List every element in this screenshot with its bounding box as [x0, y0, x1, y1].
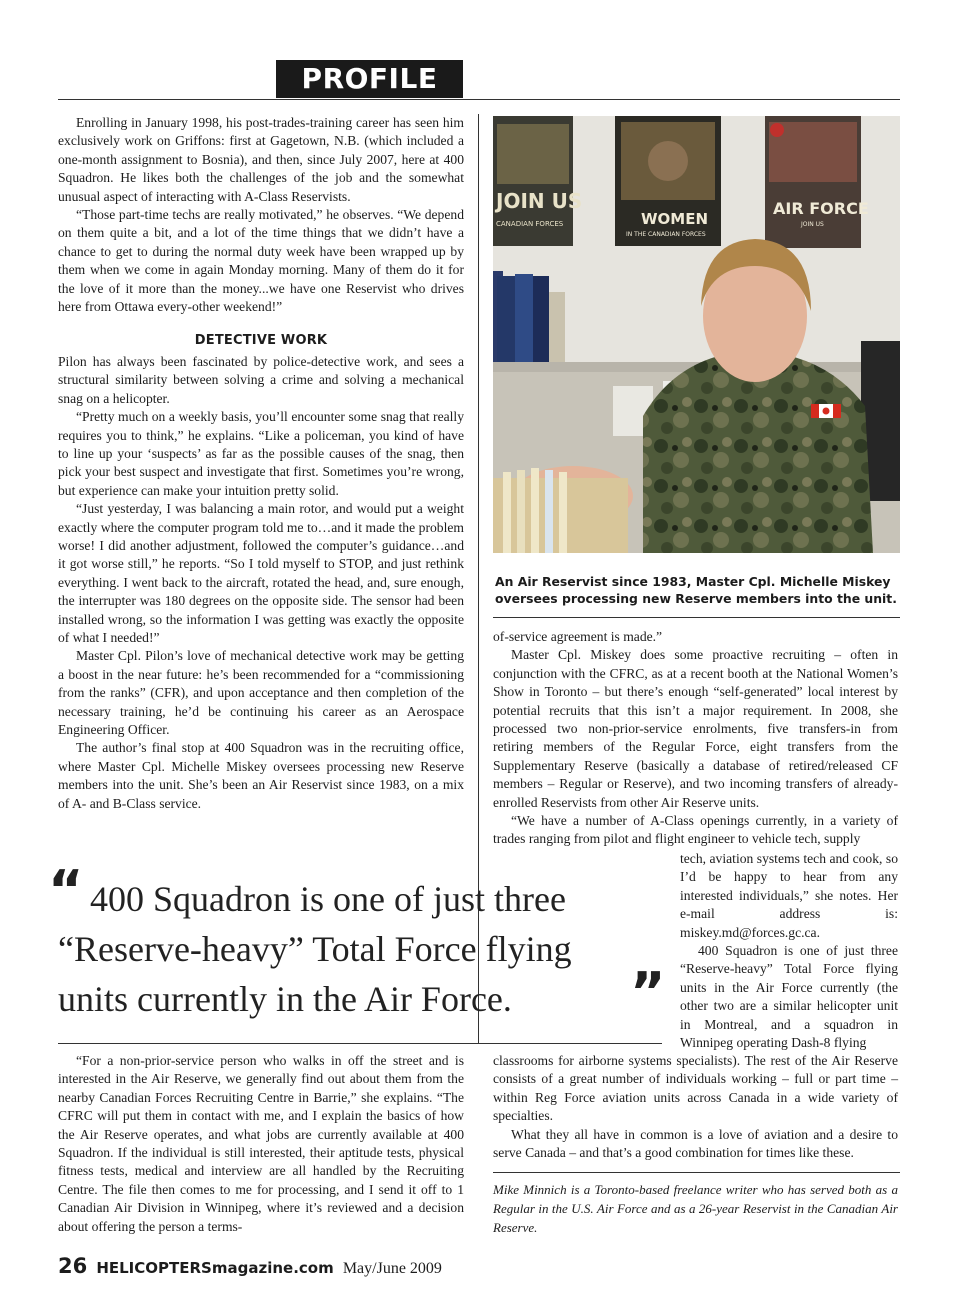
page-number: 26: [58, 1254, 88, 1278]
poster-women: [615, 116, 721, 246]
pull-quote-line: units currently in the Air Force.: [58, 979, 512, 1019]
poster-air-force: [765, 116, 869, 248]
photo-caption: An Air Reservist since 1983, Master Cpl. Michelle Miskey oversees processing new Reserve members into the unit.: [495, 574, 897, 606]
pull-quote: [48, 859, 668, 1034]
svg-text:AIR FORCE: AIR FORCE: [773, 199, 869, 218]
author-bio: Mike Minnich is a Toronto-based freelance writer who has served both as a Regular in the U.S. Air Force and as a 26-year Reservist in the Canadian Air Reserve.: [493, 1182, 898, 1235]
paragraph: of-service agreement is made.”: [493, 629, 663, 644]
file-folders: [493, 468, 628, 553]
paragraph: “For a non-prior-service person who walks in off the street and is interested in the Air Reserve, we generally find out about them from the nearby Canadian Forces Recruiting Centre in Barrie,” she explains. “The CFRC will put them in contact with me, and I explain the basics of how the Air Reserve operates, and what jobs are currently available at 400 Squadron. If the individual is still interested, their aptitude tests, physical fitness tests, medical and interview are all handled by the Recruiting Centre. The file then comes to me for processing, and I send it off to 1 Canadian Air Division in Winnipeg, where it’s reviewed and a decision about offering the person a terms-: [58, 1053, 464, 1234]
photo: [493, 116, 900, 553]
column-right-narrow: [680, 850, 898, 1052]
pull-quote-line: 400 Squadron is one of just three: [90, 879, 566, 919]
column-right-bottom: [493, 1052, 898, 1162]
paragraph: “Those part-time techs are really motivated,” he observes. “We depend on them quite a bit, and a lot of the time things that we didn’t have a chance to get to during the normal duty week have been wrapped up by them when we come in again Monday morning. Many of them do it for the love of it more than the money...we have one Reservist who drives here from Ottawa every-other weekend!”: [58, 207, 464, 315]
paragraph: Master Cpl. Miskey does some proactive recruiting – often in conjunction with the CFRC, as at a recent booth at the National Women’s Show in Toronto – but there’s enough “self-generated” local interest by potential recruits that this isn’t a major requirement. In 2008, she processed two non-prior-service enrolments, five transfers-in from retiring members of the Regular Force, eight transfers from the Supplementary Reserve (basically a database of retired/released CF members – Regular or Reserve), and two incoming transfers of already-enrolled Reservists from other Air Reserve units.: [493, 647, 898, 810]
paragraph: “We have a number of A-Class openings currently, in a variety of trades ranging from pilot and flight engineer to vehicle tech, supply: [493, 813, 898, 847]
photo-illustration: [493, 116, 900, 553]
column-right-top: [493, 628, 898, 849]
paragraph: The author’s final stop at 400 Squadron was in the recruiting office, where Master Cpl. Michelle Miskey oversees processing new Reserve members into the unit. She’s been an Air Reservist since 1983, on a mix of A- and B-Class service.: [58, 740, 464, 811]
subhead-detective-work: DETECTIVE WORK: [194, 333, 328, 349]
close-quote-mark: ”: [630, 961, 666, 1024]
footer: [58, 1254, 442, 1278]
paragraph: tech, aviation systems tech and cook, so I’d be happy to hear from any interested individuals,” she notes. Her e-mail address is: miskey.md@forces.gc.ca.: [680, 851, 898, 940]
pull-quote-line: “Reserve-heavy” Total Force flying: [58, 929, 572, 969]
paragraph: classrooms for airborne systems specialists). The rest of the Air Reserve consists of a great number of individuals working – full or part time – within Reg Force aviation units across Canada in a wide variety of specialties.: [493, 1053, 898, 1124]
paragraph: “Just yesterday, I was balancing a main rotor, and would put a weight exactly where the computer program told me to…and it made the problem worse! I did another adjustment, followed the computer’s guidance…and it got worse still,” he reports. “So I told myself to STOP, and just rethink everything. I went back to the aircraft, rotated the head, and, sure enough, the interrupter was 180 degrees on the opposite side. The sensor had been installed wrong, so the information I was getting was exactly the opposite of what I needed!”: [58, 501, 464, 645]
column-left-bottom: [58, 1052, 464, 1236]
pull-quote-rule: [58, 1043, 662, 1044]
section-label: PROFILE: [276, 60, 463, 98]
svg-text:WOMEN: WOMEN: [641, 210, 709, 228]
header-rule: [58, 99, 900, 100]
svg-text:JOIN US: JOIN US: [496, 189, 583, 213]
paragraph: “Pretty much on a weekly basis, you’ll encounter some snag that really requires you to think,” he explains. “Like a policeman, you kind of have to line up your ‘suspects’ as far as the possible causes of the snag, then pick your best suspect and investigate that first. Sometimes you’re wrong, but experience can make your intuition pretty solid.: [58, 409, 464, 498]
svg-text:CANADIAN FORCES: CANADIAN FORCES: [496, 220, 564, 228]
footer-issue: May/June 2009: [342, 1260, 442, 1277]
poster-join-us: [493, 116, 582, 246]
paragraph: Master Cpl. Pilon’s love of mechanical detective work may be getting a boost in the near future: he’s been recommended for a “commissioning from the ranks” (CFR), and upon acceptance and then completion of the necessary training, he’d be continuing his career as an Aerospace Engineering Officer.: [58, 648, 464, 737]
caption-rule: [493, 617, 900, 618]
paragraph: 400 Squadron is one of just three “Reserve-heavy” Total Force flying units in the Air Force currently (the other two are a similar helicopter unit in Montreal, and a squadron in Winnipeg operating Dash-8 flying: [680, 943, 898, 1051]
svg-text:JOIN US: JOIN US: [801, 221, 824, 228]
footer-site: HELICOPTERSmagazine.com: [96, 1259, 334, 1277]
open-quote-mark: “: [48, 859, 84, 922]
paragraph: Pilon has always been fascinated by police-detective work, and sees a structural similarity between solving a crime and solving a mechanical snag on a helicopter.: [58, 353, 464, 406]
paragraph: What they all have in common is a love of aviation and a desire to serve Canada – and that’s a good combination for times like these.: [493, 1126, 898, 1161]
paragraph: Enrolling in January 1998, his post-trades-training career has seen him exclusively work on Griffons: first at Gagetown, N.B. (which included a one-month assignment to Bosnia), and then, since July 2007, here at 400 Squadron. He likes both the challenges of the job and the somewhat unusual aspect of interacting with A-Class Reservists.: [58, 115, 464, 204]
bio-rule: [493, 1172, 900, 1173]
svg-text:IN THE CANADIAN FORCES: IN THE CANADIAN FORCES: [626, 231, 706, 238]
column-left-top: [58, 114, 464, 813]
